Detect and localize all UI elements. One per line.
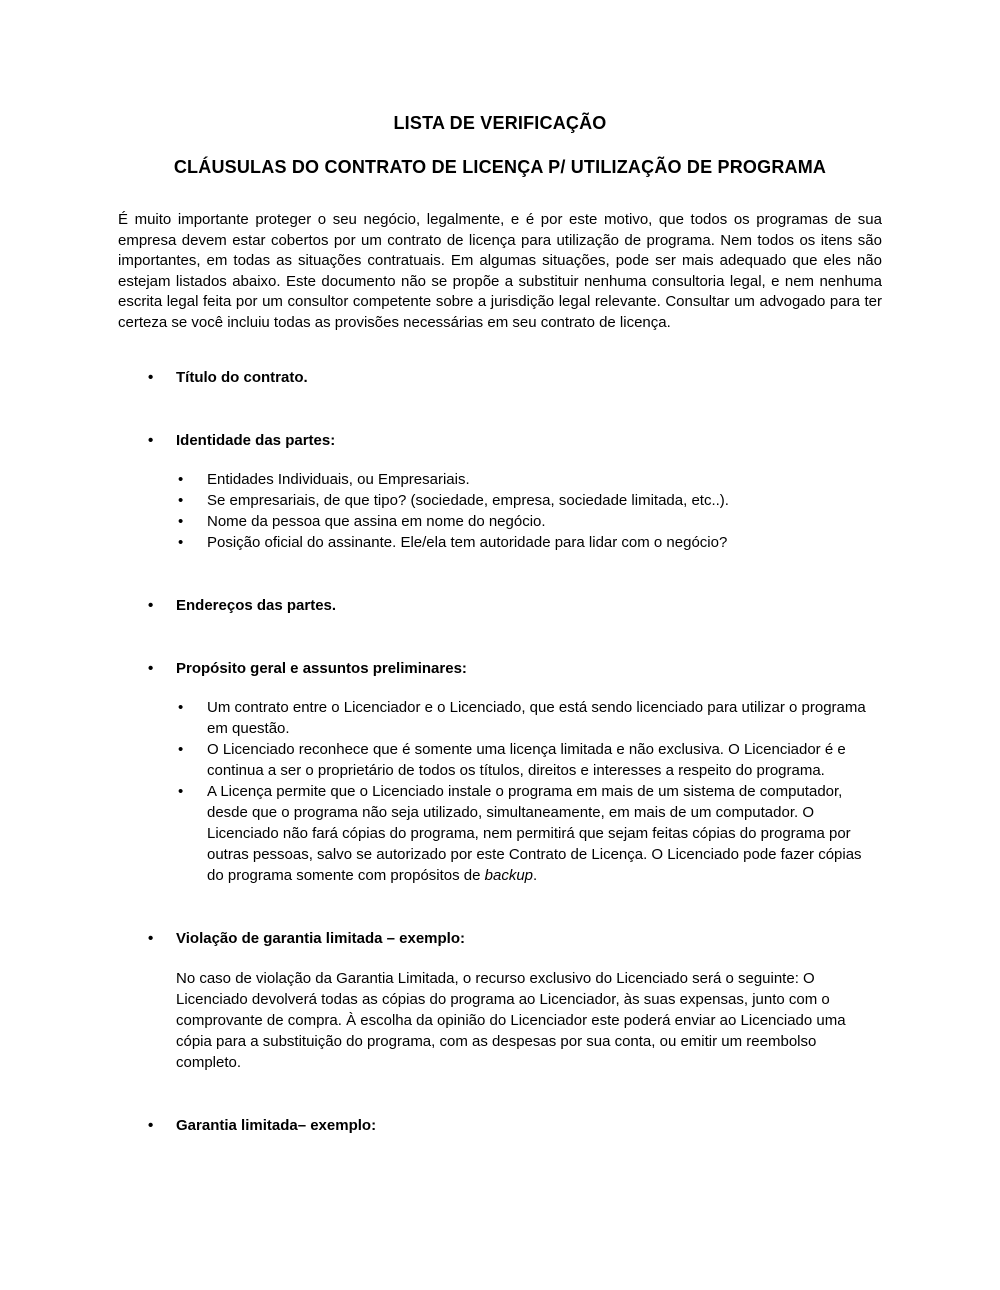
section-heading: Propósito geral e assuntos preliminares: <box>176 660 467 677</box>
sub-item <box>118 697 882 739</box>
intro-paragraph: É muito importante proteger o seu negócio, legalmente, e é por este motivo, que todos os programas de sua empresa devem estar cobertos por um contrato de licença para utilização de programa. Nem todos os itens são importantes, em todas as situações contratuais. Em algumas situações, pode ser mais adequado que eles não estejam listados abaixo. Este documento não se propõe a substituir nenhuma consultoria legal, e nem nenhuma escrita legal feita por um consultor competente sobre a jurisdição legal relevante. Consultar um advogado para ter certeza se você incluiu todas as provisões necessárias em seu contrato de licença. <box>118 211 882 331</box>
section <box>118 658 882 886</box>
document-subtitle: CLÁUSULAS DO CONTRATO DE LICENÇA P/ UTILIZAÇÃO DE PROGRAMA <box>173 157 827 177</box>
bullet-icon: • <box>148 369 154 386</box>
sub-item <box>118 490 882 511</box>
bullet-icon: • <box>148 930 154 947</box>
sub-item <box>118 532 882 553</box>
section <box>118 928 882 1073</box>
section-heading: Endereços das partes. <box>176 597 337 614</box>
sub-item <box>118 469 882 490</box>
section-paragraph: No caso de violação da Garantia Limitada, o recurso exclusivo do Licenciado será o seguinte: O Licenciado devolverá todas as cópias do programa ao Licenciador, às suas expensas, junto com o comprovante de compra. À escolha da opinião do Licenciador este poderá enviar ao Licenciado uma cópia para a substituição do programa, com as despesas por sua conta, ou emitir um reembolso completo. <box>176 970 846 1071</box>
bullet-icon: • <box>178 492 184 509</box>
section-heading: Garantia limitada– exemplo: <box>176 1117 377 1134</box>
section-bullet-row <box>118 595 882 616</box>
section <box>118 430 882 553</box>
sub-item <box>118 739 882 781</box>
sub-item-text: Posição oficial do assinante. Ele/ela tem autoridade para lidar com o negócio? <box>207 534 728 551</box>
sub-item-text: Um contrato entre o Licenciador e o Licenciado, que está sendo licenciado para utilizar o programa em questão. <box>207 699 866 737</box>
sub-item-text: O Licenciado reconhece que é somente uma licença limitada e não exclusiva. O Licenciador é e continua a ser o proprietário de todos os títulos, direitos e interesses a respeito do programa. <box>207 741 846 779</box>
document-title: LISTA DE VERIFICAÇÃO <box>393 113 607 133</box>
section-bullet-row <box>118 430 882 451</box>
bullet-icon: • <box>178 699 184 716</box>
bullet-icon: • <box>178 471 184 488</box>
bullet-icon: • <box>178 783 184 800</box>
bullet-icon: • <box>148 597 154 614</box>
bullet-icon: • <box>178 534 184 551</box>
sub-item-text: Se empresariais, de que tipo? (sociedade, empresa, sociedade limitada, etc..). <box>207 492 729 509</box>
section-heading: Violação de garantia limitada – exemplo: <box>176 930 465 947</box>
section-bullet-row <box>118 367 882 388</box>
section <box>118 367 882 388</box>
sub-item-text: A Licença permite que o Licenciado instale o programa em mais de um sistema de computador, desde que o programa não seja utilizado, simultaneamente, em mais de um computador. O Licenciado não fará cópias do programa, nem permitirá que sejam feitas cópias do programa por outras pessoas, salvo se autorizado por este Contrato de Licença. O Licenciado pode fazer cópias do programa somente com propósitos de backup. <box>207 783 862 884</box>
bullet-icon: • <box>148 660 154 677</box>
sub-item <box>118 511 882 532</box>
bullet-icon: • <box>148 1117 154 1134</box>
sub-item-text: Nome da pessoa que assina em nome do negócio. <box>207 513 546 530</box>
sub-item <box>118 781 882 886</box>
sub-item-list <box>118 469 882 553</box>
section <box>118 595 882 616</box>
section-bullet-row <box>118 928 882 949</box>
sections-list <box>118 367 882 1136</box>
section-heading: Título do contrato. <box>176 369 308 386</box>
bullet-icon: • <box>148 432 154 449</box>
sub-item-list <box>118 697 882 886</box>
section-bullet-row <box>118 1115 882 1136</box>
section <box>118 1115 882 1136</box>
bullet-icon: • <box>178 741 184 758</box>
sub-item-text: Entidades Individuais, ou Empresariais. <box>207 471 470 488</box>
section-heading: Identidade das partes: <box>176 432 336 449</box>
section-bullet-row <box>118 658 882 679</box>
bullet-icon: • <box>178 513 184 530</box>
